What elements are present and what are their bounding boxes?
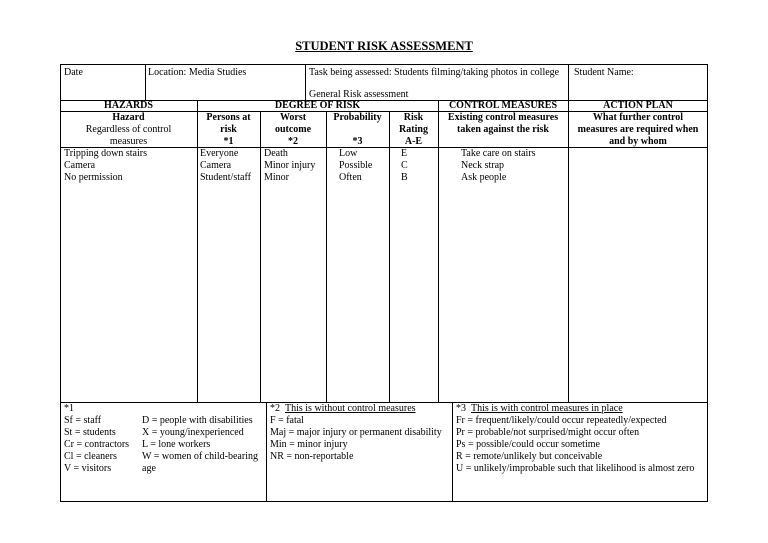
table-cell-persons: Camera (200, 160, 232, 171)
legend-item: Cl = cleaners (64, 451, 117, 462)
student-name-label: Student Name: (574, 67, 634, 78)
col-divider-persons (197, 111, 198, 402)
probability-legend (456, 403, 694, 475)
table-cell-probability: Low (339, 148, 358, 159)
legend-item: Fr = frequent/likely/could occur repeatedly/expected (456, 415, 667, 426)
outcome-header-line3: *2 (288, 136, 298, 147)
persons-legend-left (64, 403, 129, 475)
col-divider-action (568, 111, 569, 402)
persons-header-line1: Persons at (206, 112, 251, 123)
table-cell-control: Ask people (461, 172, 507, 183)
legend-item: W = women of child-bearing (142, 451, 258, 462)
hazard-header-line3: measures (109, 136, 148, 147)
legend-item: age (142, 463, 156, 474)
table-cell-rating: C (401, 160, 408, 171)
hazard-column (64, 148, 147, 184)
further-header-line2: measures are required when (577, 124, 699, 135)
table-cell-outcome: Death (264, 148, 288, 159)
persons-header-line3: *1 (223, 136, 234, 147)
table-cell-probability: Often (339, 172, 362, 183)
table-cell-persons: Student/staff (200, 172, 251, 183)
outcome-legend (270, 403, 442, 463)
further-header-line1: What further control (592, 112, 684, 123)
legend-item: X = young/inexperienced (142, 427, 244, 438)
legend-item: NR = non-reportable (270, 451, 354, 462)
control-column (461, 148, 536, 184)
general-risk-label: General Risk assessment (309, 89, 409, 100)
table-cell-probability: Possible (339, 160, 373, 171)
outcome-column (264, 148, 315, 184)
legend-heading: This is with control measures in place (471, 403, 623, 414)
legend-item: Maj = major injury or permanent disability (270, 427, 442, 438)
page-title: STUDENT RISK ASSESSMENT (295, 39, 473, 53)
outcome-header (260, 112, 326, 148)
persons-legend-right (142, 415, 258, 475)
legend-item: D = people with disabilities (142, 415, 253, 426)
legend-item: R = remote/unlikely but conceivable (456, 451, 603, 462)
legend-item: Cr = contractors (64, 439, 130, 450)
hazards-group-header: HAZARDS (104, 100, 153, 111)
table-cell-control: Take care on stairs (461, 148, 536, 159)
control-group-header: CONTROL MEASURES (448, 100, 558, 111)
probability-column (339, 148, 372, 184)
table-cell-hazard: Tripping down stairs (64, 148, 147, 159)
col-divider-control (438, 111, 439, 402)
probability-header-line1: Probability (333, 112, 382, 123)
persons-header-line2: risk (220, 124, 237, 135)
info-divider-1 (145, 64, 146, 100)
risk-header-line1: Risk (403, 112, 424, 123)
hazard-header-line1: Hazard (112, 112, 145, 123)
legend-item: Pr = probable/not surprised/might occur often (456, 427, 640, 438)
rating-column (401, 148, 408, 184)
legend-heading-row (270, 403, 442, 415)
legend-item: St = students (64, 427, 116, 438)
legend-heading: *1 (64, 403, 74, 414)
table-cell-outcome: Minor (264, 172, 289, 183)
table-cell-persons: Everyone (200, 148, 239, 159)
col-divider-probability (326, 111, 327, 402)
existing-header-line1: Existing control measures (447, 112, 559, 123)
legend-heading: This is without control measures (285, 403, 416, 414)
outcome-header-line1: Worst (279, 112, 307, 123)
further-controls-header (568, 112, 708, 148)
table-cell-control: Neck strap (461, 160, 505, 171)
action-group-header: ACTION PLAN (603, 100, 673, 111)
legend-heading-row (456, 403, 694, 415)
persons-column (200, 148, 251, 184)
legend-item: F = fatal (270, 415, 304, 426)
probability-header (326, 112, 389, 148)
info-divider-2 (305, 64, 306, 100)
table-cell-rating: E (401, 148, 408, 159)
outcome-header-line2: outcome (274, 124, 312, 135)
legend-item: U = unlikely/improbable such that likelihood is almost zero (456, 463, 695, 474)
hazard-header-line2: Regardless of control (85, 124, 172, 135)
table-cell-hazard: Camera (64, 160, 96, 171)
legend-mark: *2 (270, 403, 280, 414)
legend-item: Sf = staff (64, 415, 102, 426)
legend-item: Ps = possible/could occur sometime (456, 439, 600, 450)
task-label: Task being assessed: Students filming/taking photos in college (309, 67, 560, 78)
info-divider-3 (568, 64, 569, 100)
legend-mark: *3 (456, 403, 466, 414)
table-cell-outcome: Minor injury (264, 160, 316, 171)
legend-item: L = lone workers (142, 439, 211, 450)
existing-header-line2: taken against the risk (457, 124, 549, 135)
col-divider-outcome (260, 111, 261, 402)
location-label: Location: Media Studies (148, 67, 247, 78)
col-divider-rating (389, 111, 390, 402)
table-cell-rating: B (401, 172, 408, 183)
degree-group-header: DEGREE OF RISK (274, 100, 361, 111)
further-header-line3: and by whom (609, 136, 667, 147)
risk-rating-header (389, 112, 438, 148)
legend-divider-1 (266, 402, 267, 502)
legend-divider-2 (452, 402, 453, 502)
risk-header-line2: Rating (399, 124, 428, 135)
legend-item: Min = minor injury (270, 439, 348, 450)
legend-item: V = visitors (64, 463, 112, 474)
hazard-header (60, 112, 197, 148)
table-cell-hazard: No permission (64, 172, 123, 183)
existing-controls-header (438, 112, 568, 136)
date-label: Date (64, 67, 83, 78)
persons-header (197, 112, 260, 148)
probability-header-line2: *3 (352, 136, 363, 147)
risk-header-line3: A-E (404, 136, 423, 147)
